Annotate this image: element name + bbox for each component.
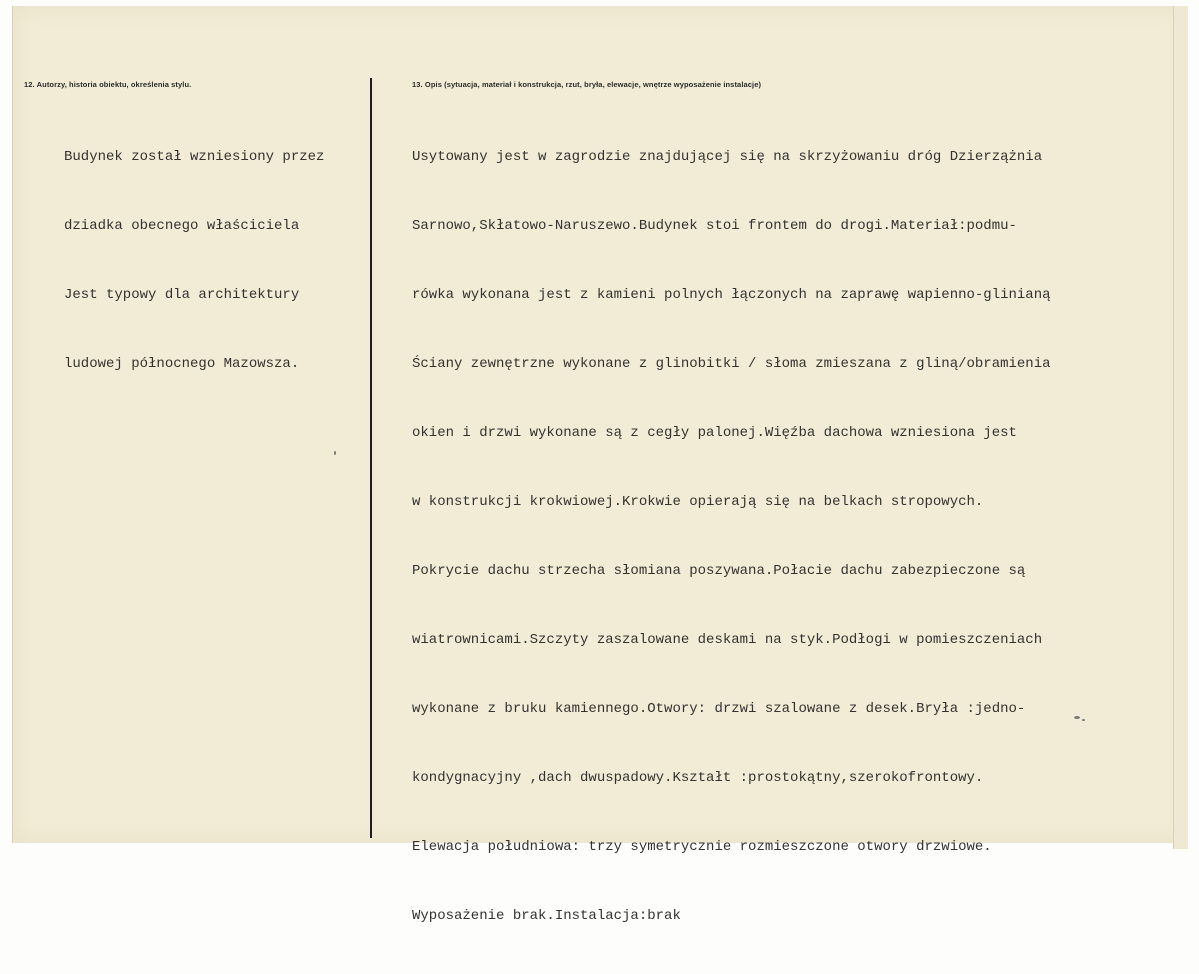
typed-line: Wyposażenie brak.Instalacja:brak: [412, 908, 681, 924]
typed-line: kondygnacyjny ,dach dwuspadowy.Kształt :prostokątny,szerokofrontowy.: [412, 770, 984, 786]
ink-speck: [1074, 716, 1080, 719]
typed-line: Budynek został wzniesiony przez: [64, 149, 325, 165]
typed-line: Jest typowy dla architektury: [64, 287, 300, 303]
typed-line: Usytowany jest w zagrodzie znajdującej się na skrzyżowaniu dróg Dzierzążnia: [412, 149, 1043, 165]
typed-line: w konstrukcji krokwiowej.Krokwie opierają się na belkach stropowych.: [412, 494, 984, 510]
sheet-edge: [1173, 6, 1188, 849]
section-12-text: [64, 100, 324, 422]
ink-speck: [1082, 719, 1085, 721]
ink-speck: [334, 451, 336, 455]
typed-line: Sarnowo,Skłatowo-Naruszewo.Budynek stoi frontem do drogi.Materiał:podmu-: [412, 218, 1017, 234]
section-13-header: 13. Opis (sytuacja, materiał i konstrukcja, rzut, bryła, elewacje, wnętrze wyposażenie instalacje): [412, 80, 762, 89]
section-13-text: [412, 100, 1051, 974]
typed-line: Elewacja południowa: trzy symetrycznie rozmieszczone otwory drzwiowe.: [412, 839, 992, 855]
typed-line: rówka wykonana jest z kamieni polnych łączonych na zaprawę wapienno-glinianą: [412, 287, 1051, 303]
typed-line: Pokrycie dachu strzecha słomiana poszywana.Połacie dachu zabezpieczone są: [412, 563, 1026, 579]
section-12-header: 12. Autorzy, historia obiektu, określenia stylu.: [24, 80, 192, 89]
typed-line: wykonane z bruku kamiennego.Otwory: drzwi szalowane z desek.Bryła :jedno-: [412, 701, 1026, 717]
typed-line: okien i drzwi wykonane są z cegły palonej.Więźba dachowa wzniesiona jest: [412, 425, 1017, 441]
typed-line: wiatrownicami.Szczyty zaszalowane deskami na styk.Podłogi w pomieszczeniach: [412, 632, 1043, 648]
typed-line: ludowej północnego Mazowsza.: [64, 356, 300, 372]
typed-line: dziadka obecnego właściciela: [64, 218, 300, 234]
typed-line: Ściany zewnętrzne wykonane z glinobitki / słoma zmieszana z gliną/obramienia: [412, 356, 1051, 372]
column-divider: [370, 78, 372, 838]
